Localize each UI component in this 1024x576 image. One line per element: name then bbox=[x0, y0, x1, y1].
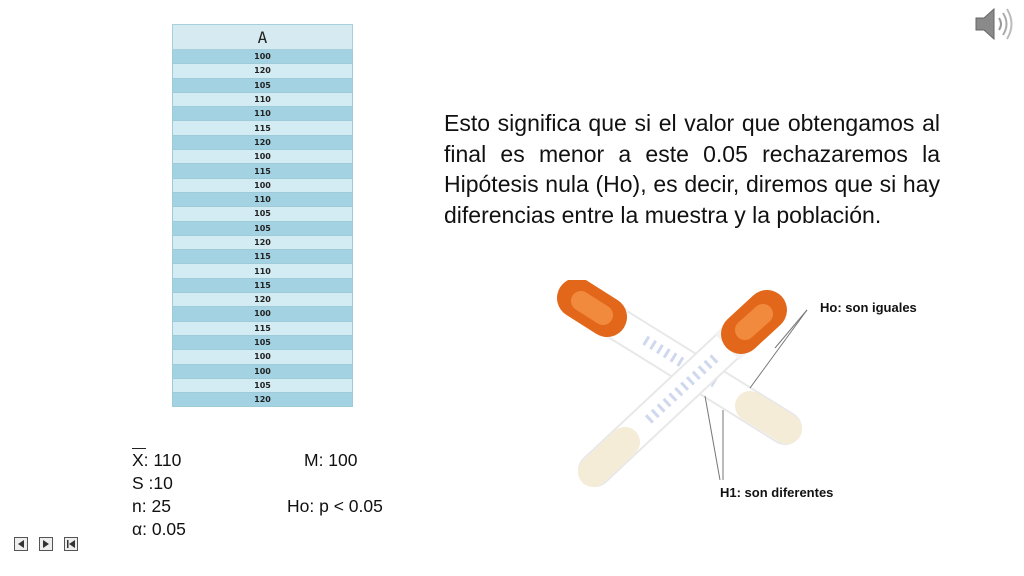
table-body bbox=[173, 50, 353, 407]
table-row bbox=[173, 178, 353, 192]
null-hypothesis-label: Ho: son iguales bbox=[820, 300, 917, 315]
alternative-hypothesis-label: H1: son diferentes bbox=[720, 485, 834, 500]
mean-bar-symbol bbox=[132, 448, 146, 449]
table-cell: 115 bbox=[173, 121, 353, 135]
table-cell: 110 bbox=[173, 192, 353, 206]
table-header: A bbox=[173, 25, 353, 50]
table-row bbox=[173, 335, 353, 349]
table-cell: 105 bbox=[173, 207, 353, 221]
table-cell: 105 bbox=[173, 221, 353, 235]
data-table bbox=[172, 24, 353, 407]
table-row bbox=[173, 264, 353, 278]
table-cell: 120 bbox=[173, 135, 353, 149]
table-row bbox=[173, 121, 353, 135]
table-row bbox=[173, 107, 353, 121]
table-cell: 105 bbox=[173, 78, 353, 92]
hypothesis-value: Ho: p < 0.05 bbox=[287, 496, 383, 516]
table-cell: 110 bbox=[173, 92, 353, 106]
table-cell: 105 bbox=[173, 378, 353, 392]
table-cell: 115 bbox=[173, 321, 353, 335]
table-cell: 100 bbox=[173, 364, 353, 378]
table-row bbox=[173, 321, 353, 335]
table-row bbox=[173, 278, 353, 292]
table-cell: 100 bbox=[173, 350, 353, 364]
explanation-text: Esto significa que si el valor que obtengamos al final es menor a este 0.05 rechazaremos la Hipótesis nula (Ho), es decir, diremos que si hay diferencias entre la muestra y la población. bbox=[444, 110, 940, 228]
table-cell: 100 bbox=[173, 178, 353, 192]
table-row bbox=[173, 50, 353, 64]
previous-slide-icon[interactable] bbox=[14, 537, 28, 551]
table-row bbox=[173, 235, 353, 249]
table-row bbox=[173, 307, 353, 321]
blood-tubes-illustration bbox=[555, 280, 855, 520]
table-row bbox=[173, 293, 353, 307]
data-table-container bbox=[172, 24, 353, 407]
median-value: M: 100 bbox=[304, 450, 358, 470]
table-cell: 100 bbox=[173, 50, 353, 64]
table-cell: 110 bbox=[173, 107, 353, 121]
table-cell: 105 bbox=[173, 335, 353, 349]
table-row bbox=[173, 64, 353, 78]
table-row bbox=[173, 207, 353, 221]
table-row bbox=[173, 221, 353, 235]
table-row bbox=[173, 192, 353, 206]
alpha-value: α: 0.05 bbox=[132, 519, 186, 539]
table-row bbox=[173, 350, 353, 364]
table-row bbox=[173, 150, 353, 164]
table-cell: 110 bbox=[173, 264, 353, 278]
table-row bbox=[173, 164, 353, 178]
table-row bbox=[173, 92, 353, 106]
mean-value: X: 110 bbox=[132, 450, 182, 470]
table-cell: 100 bbox=[173, 307, 353, 321]
first-slide-icon[interactable] bbox=[64, 537, 78, 551]
table-row bbox=[173, 135, 353, 149]
table-cell: 115 bbox=[173, 164, 353, 178]
table-row bbox=[173, 364, 353, 378]
std-dev-value: S :10 bbox=[132, 473, 173, 493]
sample-size-value: n: 25 bbox=[132, 496, 171, 516]
table-cell: 100 bbox=[173, 150, 353, 164]
table-row bbox=[173, 250, 353, 264]
table-row bbox=[173, 78, 353, 92]
table-cell: 115 bbox=[173, 278, 353, 292]
table-cell: 120 bbox=[173, 64, 353, 78]
table-cell: 120 bbox=[173, 293, 353, 307]
table-cell: 115 bbox=[173, 250, 353, 264]
table-row bbox=[173, 393, 353, 407]
next-slide-icon[interactable] bbox=[39, 537, 53, 551]
table-cell: 120 bbox=[173, 235, 353, 249]
speaker-icon[interactable] bbox=[972, 4, 1016, 44]
table-cell: 120 bbox=[173, 393, 353, 407]
table-row bbox=[173, 378, 353, 392]
